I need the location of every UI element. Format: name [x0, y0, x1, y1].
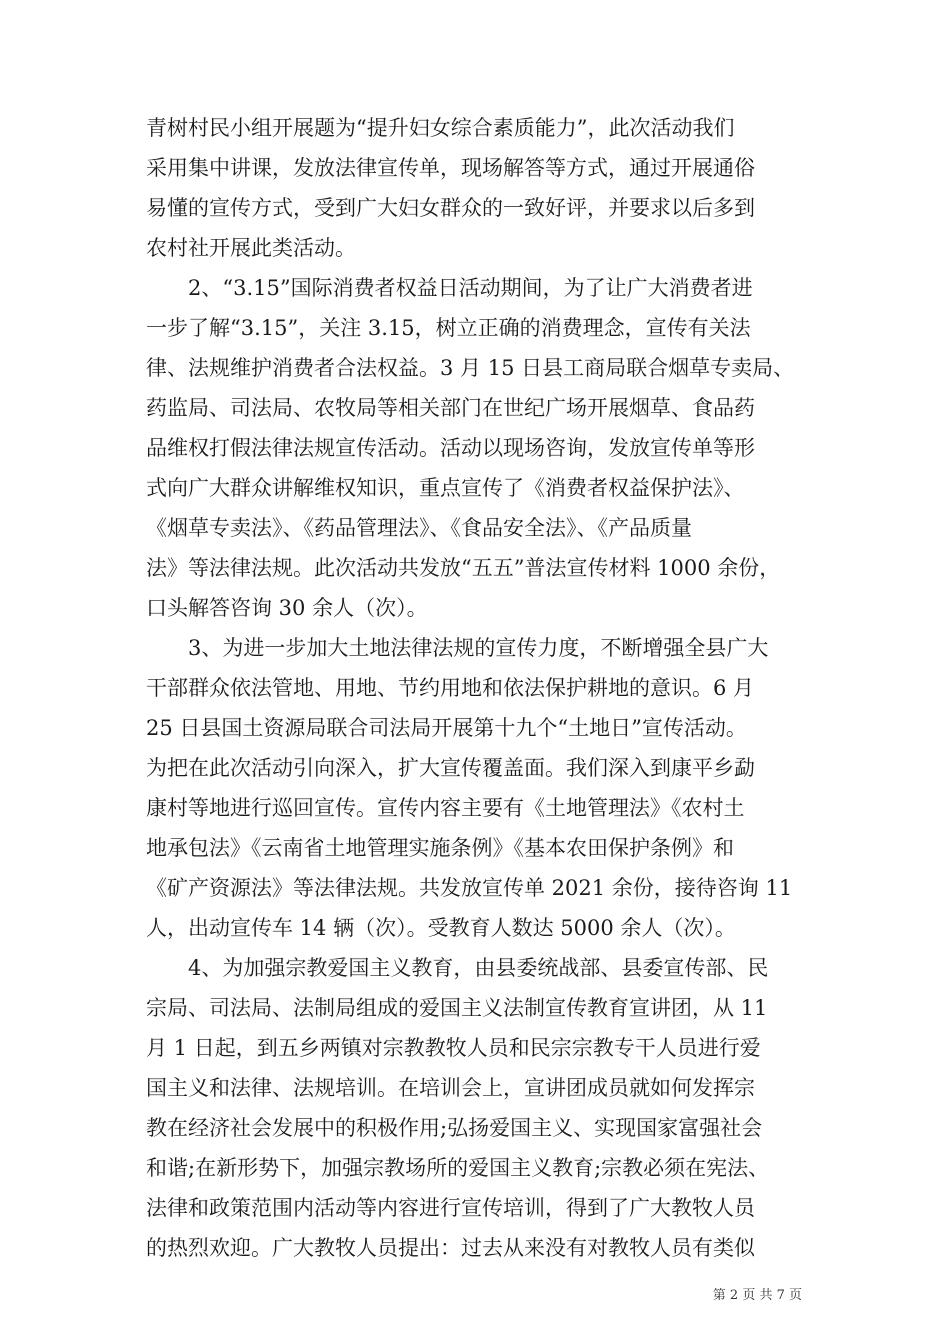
text-line: 地承包法》《云南省土地管理实施条例》《基本农田保护条例》和	[146, 836, 734, 860]
text-line: 为把在此次活动引向深入，扩大宣传覆盖面。我们深入到康平乡勐	[146, 756, 755, 780]
text-line: 的热烈欢迎。广大教牧人员提出：过去从来没有对教牧人员有类似	[146, 1236, 755, 1260]
text-line: 口头解答咨询 30 余人（次）。	[146, 596, 428, 620]
text-line: 药监局、司法局、农牧局等相关部门在世纪广场开展烟草、食品药	[146, 396, 755, 420]
text-line: 一步了解“3.15”，关注 3.15，树立正确的消费理念，宣传有关法	[146, 316, 751, 340]
text-line: 品维权打假法律法规宣传活动。活动以现场咨询，发放宣传单等形	[146, 436, 755, 460]
text-line: 宗局、司法局、法制局组成的爱国主义法制宣传教育宣讲团，从 11	[146, 996, 768, 1020]
paragraph-start-line: 4、为加强宗教爱国主义教育，由县委统战部、县委宣传部、民	[188, 956, 769, 980]
text-line: 式向广大群众讲解维权知识，重点宣传了《消费者权益保护法》、	[146, 476, 745, 500]
page-number-footer: 第 2 页 共 7 页	[712, 1288, 802, 1303]
text-line: 律、法规维护消费者合法权益。3 月 15 日县工商局联合烟草专卖局、	[146, 356, 795, 380]
text-line: 康村等地进行巡回宣传。宣传内容主要有《土地管理法》《农村土	[146, 796, 745, 820]
text-line: 青树村民小组开展题为“提升妇女综合素质能力”，此次活动我们	[146, 116, 735, 140]
text-line: 《烟草专卖法》、《药品管理法》、《食品安全法》、《产品质量	[146, 516, 692, 540]
text-line: 《矿产资源法》等法律法规。共发放宣传单 2021 余份，接待咨询 11	[146, 876, 793, 900]
paragraph-start-line: 2、“3.15”国际消费者权益日活动期间，为了让广大消费者进	[188, 276, 753, 300]
text-line: 法律和政策范围内活动等内容进行宣传培训，得到了广大教牧人员	[146, 1196, 755, 1220]
text-line: 采用集中讲课，发放法律宣传单，现场解答等方式，通过开展通俗	[146, 156, 755, 180]
text-line: 人，出动宣传车 14 辆（次）。受教育人数达 5000 余人（次）。	[146, 916, 736, 940]
text-line: 国主义和法律、法规培训。在培训会上，宣讲团成员就如何发挥宗	[146, 1076, 755, 1100]
text-line: 25 日县国土资源局联合司法局开展第十九个“土地日”宣传活动。	[146, 716, 747, 740]
paragraph-start-line: 3、为进一步加大土地法律法规的宣传力度，不断增强全县广大	[188, 636, 769, 660]
text-line: 农村社开展此类活动。	[146, 236, 356, 260]
text-line: 和谐;在新形势下，加强宗教场所的爱国主义教育;宗教必须在宪法、	[146, 1156, 770, 1180]
text-line: 月 1 日起，到五乡两镇对宗教教牧人员和民宗宗教专干人员进行爱	[146, 1036, 761, 1060]
text-line: 教在经济社会发展中的积极作用;弘扬爱国主义、实现国家富强社会	[146, 1116, 763, 1140]
text-line: 法》等法律法规。此次活动共发放“五五”普法宣传材料 1000 余份，	[146, 556, 781, 580]
text-line: 易懂的宣传方式，受到广大妇女群众的一致好评，并要求以后多到	[146, 196, 755, 220]
text-line: 干部群众依法管地、用地、节约用地和依法保护耕地的意识。6 月	[146, 676, 755, 700]
